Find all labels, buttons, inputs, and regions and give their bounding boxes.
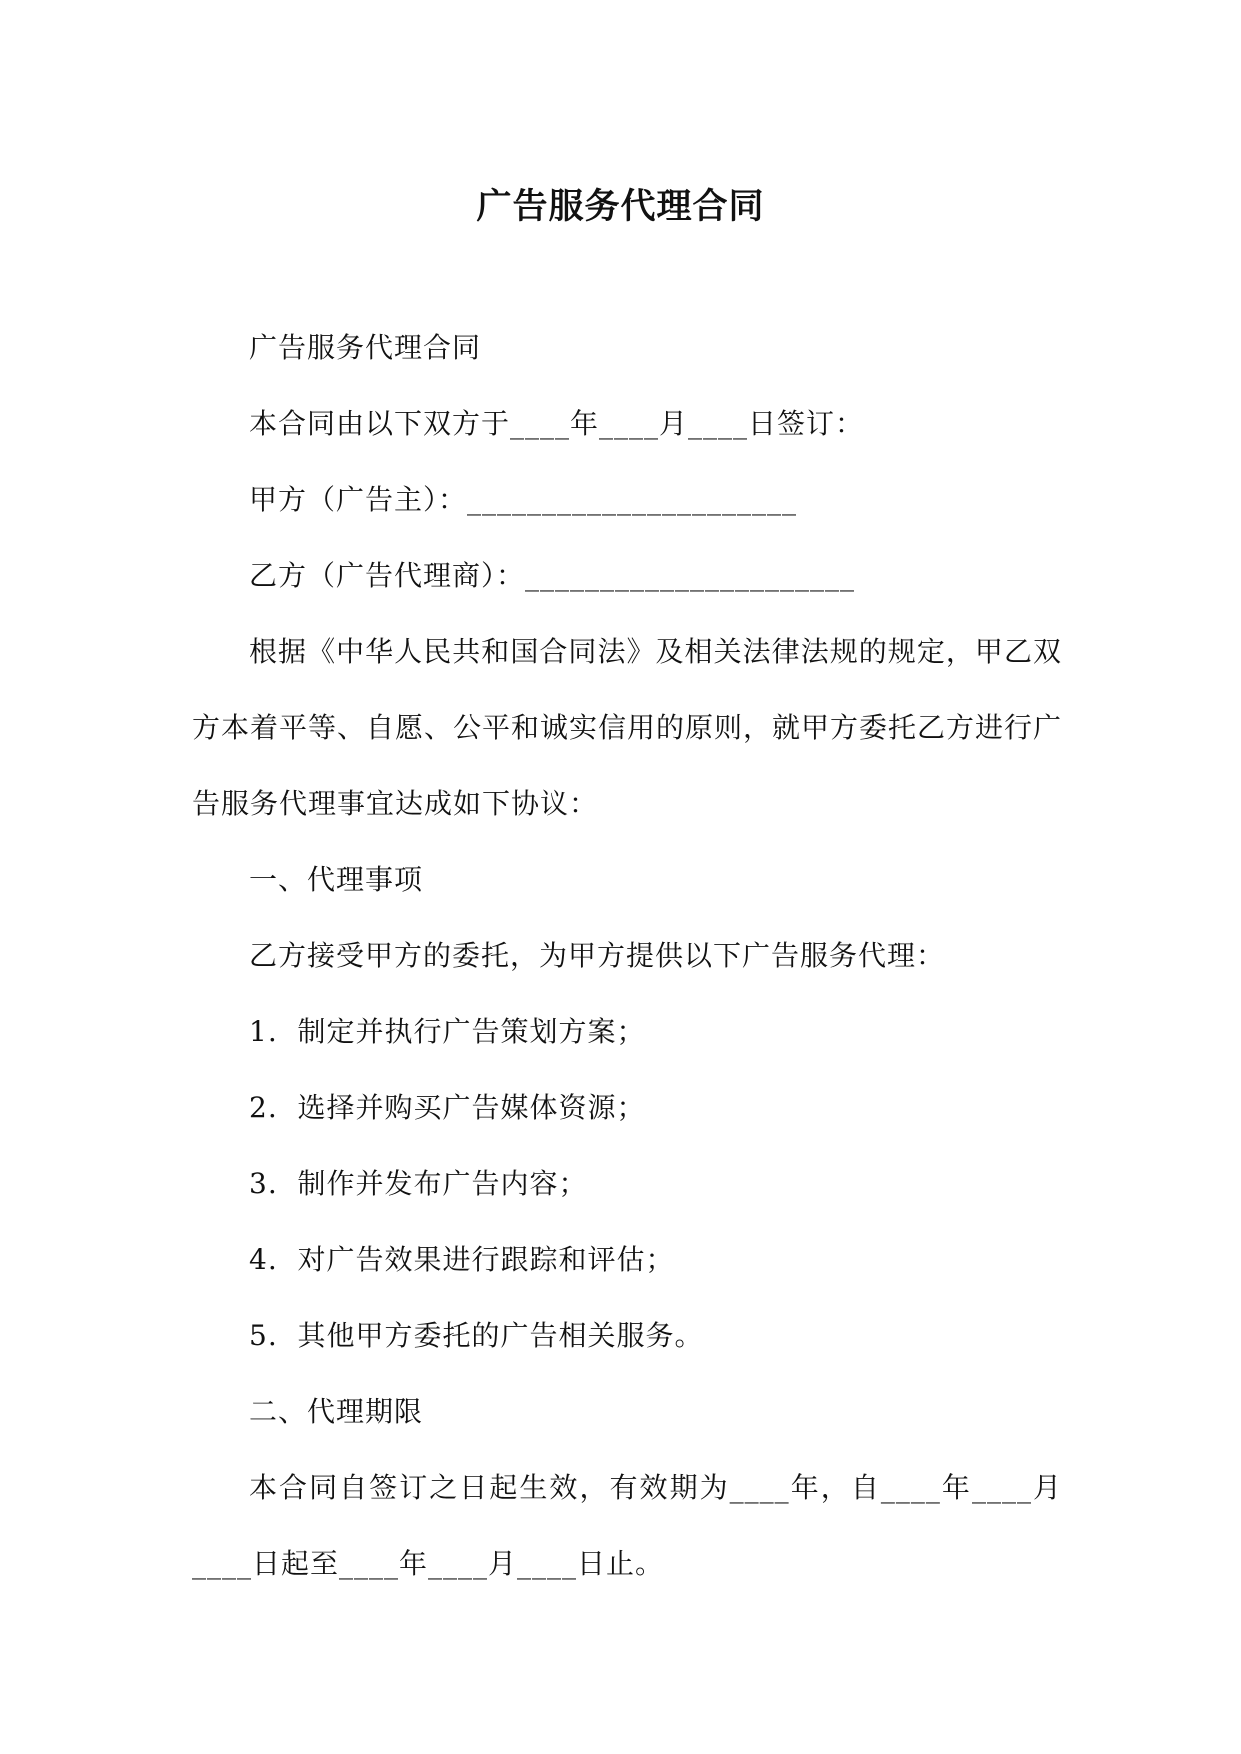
- paragraph-term: 本合同自签订之日起生效，有效期为____年，自____年____月____日起至____年____月____日止。: [192, 1471, 1062, 1580]
- list-item: 2. 选择并购买广告媒体资源；: [249, 1091, 646, 1124]
- paragraph-signing-date: 本合同由以下双方于____年____月____日签订：: [249, 407, 865, 440]
- list-item: 3. 制作并发布广告内容；: [249, 1167, 588, 1200]
- paragraph-party-a: 甲方（广告主）：______________________: [249, 483, 798, 516]
- list-item: 4. 对广告效果进行跟踪和评估；: [249, 1243, 675, 1276]
- list-item: 1. 制定并执行广告策划方案；: [249, 1015, 646, 1048]
- section-heading-agency-matters: 一、代理事项: [249, 863, 424, 896]
- paragraph-preamble: 根据《中华人民共和国合同法》及相关法律法规的规定，甲乙双方本着平等、自愿、公平和诚实信用的原则，就甲方委托乙方进行广告服务代理事宜达成如下协议：: [192, 635, 1063, 820]
- paragraph-party-b: 乙方（广告代理商）：______________________: [249, 559, 856, 592]
- document-body: [192, 310, 1062, 1602]
- document-title: 广告服务代理合同: [476, 186, 765, 227]
- paragraph-heading-repeat: 广告服务代理合同: [249, 331, 482, 364]
- section-heading-agency-term: 二、代理期限: [249, 1395, 424, 1428]
- list-item: 5. 其他甲方委托的广告相关服务。: [249, 1319, 704, 1352]
- paragraph-services-intro: 乙方接受甲方的委托，为甲方提供以下广告服务代理：: [249, 939, 946, 972]
